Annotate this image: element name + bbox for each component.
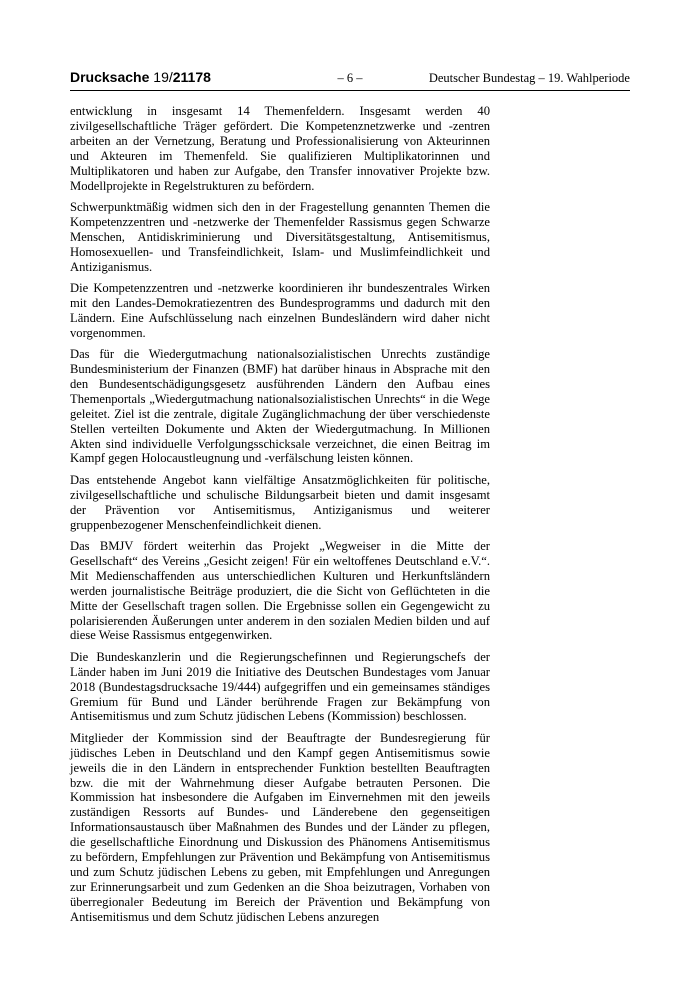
paragraph: Das BMJV fördert weiterhin das Projekt „Wegweiser in die Mitte der Gesellschaft“ des Vereins „Gesicht zeigen! Für ein weltoffenes Deutschland e.V.“. Mit Medienschaffenden aus unterschiedlichen Kulturen und Herkunftsländern werden journalistische Beiträge produziert, die die Sicht von Geflüchteten in die Mitte der Gesellschaft tragen sollen. Die Ergebnisse sollen ein Gegengewicht zu polarisierenden Äußerungen unter anderem in den sozialen Medien bilden und auf diese Weise Rassismus entgegenwirken. <box>70 538 490 643</box>
paragraph: Das entstehende Angebot kann vielfältige Ansatzmöglichkeiten für politische, zivilgesellschaftliche und schulische Bildungsarbeit bieten und damit insgesamt der Prävention vor Antisemitismus, Antiziganismus und weiterer gruppenbezogener Menschenfeindlichkeit dienen. <box>70 472 490 532</box>
paragraph: Die Kompetenzzentren und -netzwerke koordinieren ihr bundeszentrales Wirken mit den Landes-Demokratiezentren des Bundesprogramms und dadurch mit den Ländern. Eine Aufschlüsselung nach einzelnen Bundesländern wird daher nicht vorgenommen. <box>70 280 490 340</box>
page-header <box>70 68 630 91</box>
doc-number-prefix: 19/ <box>153 69 173 85</box>
body-text <box>70 104 490 931</box>
doc-number: 21178 <box>172 69 211 85</box>
paragraph: Das für die Wiedergutmachung nationalsozialistischen Unrechts zuständige Bundesministerium der Finanzen (BMF) hat darüber hinaus in Absprache mit den den Bundesentschädigungsgesetz ausführenden Ländern den Aufbau eines Themenportals „Wiedergutmachung nationalsozialistischen Unrechts“ in die Wege geleitet. Ziel ist die zentrale, digitale Zugänglichmachung der über verschiedenste Stellen verteilten Dokumente und Akten der Wiedergutmachung. In Millionen Akten sind individuelle Verfolgungsschicksale verzeichnet, die einen Beitrag im Kampf gegen Holocaustleugnung und -verfälschung leisten können. <box>70 347 490 466</box>
paragraph: Die Bundeskanzlerin und die Regierungschefinnen und Regierungschefs der Länder haben im Juni 2019 die Initiative des Deutschen Bundestages vom Januar 2018 (Bundestagsdrucksache 19/444) aufgegriffen und ein gemeinsames ständiges Gremium für Bund und Länder berührende Fragen zur Bekämpfung von Antisemitismus und zum Schutz jüdischen Lebens (Kommission) beschlossen. <box>70 649 490 724</box>
paragraph: entwicklung in insgesamt 14 Themenfeldern. Insgesamt werden 40 zivilgesellschaftliche Träger gefördert. Die Kompetenznetzwerke und -zentren arbeiten an der Vernetzung, Beratung und Professionalisierung von Akteurinnen und Akteuren im Themenfeld. Sie qualifizieren Multiplikatorinnen und Multiplikatoren und haben zur Aufgabe, den Transfer innovativer Projekte bzw. Modellprojekte in Regelstrukturen zu befördern. <box>70 104 490 193</box>
paragraph: Mitglieder der Kommission sind der Beauftragte der Bundesregierung für jüdisches Leben in Deutschland und den Kampf gegen Antisemitismus sowie jeweils die in den Ländern in entsprechender Funktion bestellten Beauftragten bzw. die mit der Wahrnehmung dieser Aufgabe betrauten Personen. Die Kommission hat insbesondere die Aufgaben im Einvernehmen mit den jeweils zuständigen Ressorts auf Bundes- und Länderebene den gegenseitigen Informationsaustausch über Maßnahmen des Bundes und der Länder zu pflegen, die gesellschaftliche Einordnung und Diskussion des Phänomens Antisemitismus zu befördern, Empfehlungen zur Prävention und Bekämpfung von Antisemitismus und zum Schutz jüdischen Lebens zu geben, mit Empfehlungen und Anregungen zur Erinnerungsarbeit und zum Gedenken an die Shoa beizutragen, Vorhaben von überregionaler Bedeutung im Bereich der Prävention und Bekämpfung von Antisemitismus und dem Schutz jüdischen Lebens anzuregen <box>70 730 490 924</box>
paragraph: Schwerpunktmäßig widmen sich den in der Fragestellung genannten Themen die Kompetenzzentren und -netzwerke der Themenfelder Rassismus gegen Schwarze Menschen, Antidiskriminierung und Diversitätsgestaltung, Antisemitismus, Homosexuellen- und Transfeindlichkeit, Islam- und Muslimfeindlichkeit und Antiziganismus. <box>70 199 490 274</box>
page-number: – 6 – <box>337 71 363 85</box>
doc-label: Drucksache <box>70 69 150 85</box>
institution-label: Deutscher Bundestag – 19. Wahlperiode <box>428 71 630 85</box>
